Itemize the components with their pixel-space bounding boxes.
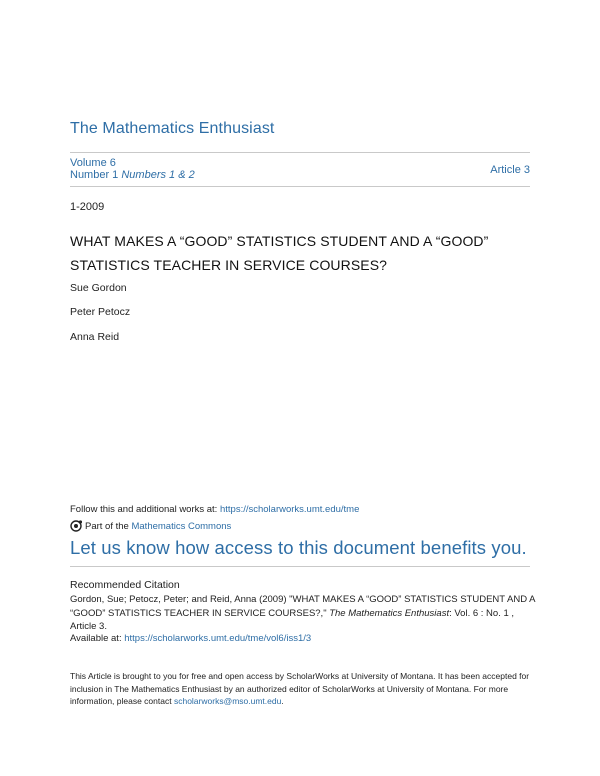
recommended-citation-heading: Recommended Citation <box>70 579 180 591</box>
issue-name-link[interactable]: Numbers 1 & 2 <box>121 169 195 181</box>
header-bottom-divider <box>70 186 530 187</box>
article-title: WHAT MAKES A “GOOD” STATISTICS STUDENT AND A “GOOD” STATISTICS TEACHER IN SERVICE COURSES? <box>70 233 489 273</box>
number-link[interactable]: Number 1 <box>70 169 119 181</box>
contact-email-link[interactable]: scholarworks@mso.umt.edu <box>173 696 282 706</box>
volume-block <box>70 157 195 181</box>
publication-date: 1-2009 <box>70 201 105 213</box>
network-commons-icon <box>70 520 82 532</box>
access-notice <box>70 670 540 708</box>
access-notice-end: . <box>281 696 284 706</box>
issue-line <box>70 169 195 181</box>
header-top-divider <box>70 152 530 153</box>
access-notice-text: This Article is brought to you for free and open access by ScholarWorks at University of Montana. It has been accepted for inclusion in The Mathematics Enthusiast by an authorized editor of ScholarWorks at University of Montana. For more information, please contact <box>70 671 530 706</box>
mathematics-commons-link[interactable]: Mathematics Commons <box>131 520 232 532</box>
citation-part-1: Gordon, Sue; Petocz, Peter; and Reid, Anna (2009) "WHAT MAKES A “GOOD” STATISTICS STUDENT AND A “GOOD” STATISTICS TEACHER IN SERVICE COURSES?," <box>70 594 535 619</box>
author-2: Peter Petocz <box>70 306 131 318</box>
benefits-feedback-link[interactable]: Let us know how access to this document benefits you. <box>70 537 527 558</box>
journal-title-link[interactable]: The Mathematics Enthusiast <box>70 120 275 137</box>
available-url-link[interactable]: https://scholarworks.umt.edu/tme/vol6/iss1/3 <box>124 633 312 644</box>
available-line <box>70 633 311 644</box>
article-number-link[interactable]: Article 3 <box>490 164 530 176</box>
citation-text <box>70 593 540 634</box>
citation-part-2: : Vol. 6 : No. 1 , Article 3. <box>70 607 515 632</box>
available-label: Available at: <box>70 633 122 644</box>
part-of-line <box>70 520 231 532</box>
part-of-text: Part of the <box>85 520 129 532</box>
follow-url-link[interactable]: https://scholarworks.umt.edu/tme <box>219 504 360 515</box>
author-3: Anna Reid <box>70 331 120 343</box>
volume-link[interactable]: Volume 6 <box>70 157 116 169</box>
author-1: Sue Gordon <box>70 282 127 294</box>
follow-text: Follow this and additional works at: <box>70 504 218 515</box>
citation-journal: The Mathematics Enthusiast <box>329 607 450 619</box>
citation-divider <box>70 566 530 567</box>
follow-line <box>70 504 359 515</box>
